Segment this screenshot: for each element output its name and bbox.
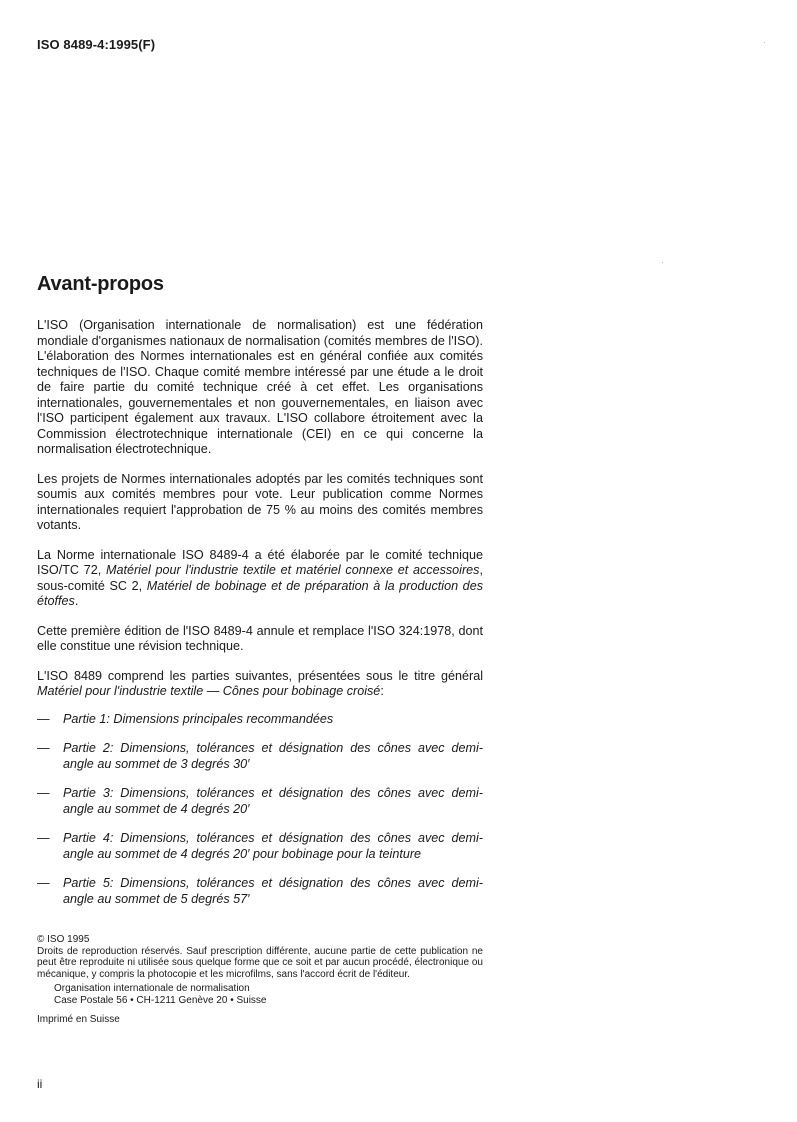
page-number: ii	[37, 1077, 43, 1091]
dash-bullet: —	[37, 711, 50, 726]
committee-text-e: .	[74, 594, 79, 608]
parts-list	[37, 712, 483, 908]
part-text: Partie 1: Dimensions principales recommandées	[63, 711, 334, 726]
list-item	[37, 831, 483, 862]
printed-in: Imprimé en Suisse	[37, 1014, 120, 1025]
committee-title: Matériel pour l'industrie textile et matériel connexe et accessoires	[105, 563, 480, 577]
dash-bullet: —	[37, 876, 50, 890]
scan-speck	[662, 262, 663, 263]
paragraph-parts-intro	[37, 669, 483, 700]
committee-text-c: , sous-comité SC 2,	[37, 563, 483, 593]
committee-text-a: La Norme internationale ISO 8489-4 a été élaborée par le comité technique ISO/TC 72,	[37, 547, 483, 577]
parts-intro-text-c: :	[380, 684, 384, 698]
list-item	[37, 741, 483, 772]
dash-bullet: —	[37, 786, 50, 800]
paragraph-draft-standards: Les projets de Normes internationales adoptés par les comités techniques sont soumis aux comités membres pour vote. Leur publication comme Normes internationales requiert l'approbation de 75 % au moins des comités membres votants.	[37, 471, 483, 532]
paragraph-iso-intro: L'ISO (Organisation internationale de normalisation) est une fédération mondiale d'organismes nationaux de normalisation (comités membres de l'ISO). L'élaboration des Normes internationales est en général confiée aux comités techniques de l'ISO. Chaque comité membre intéressé par une étude a le droit de faire partie du comité technique créé à cet effet. Les organisations internationales, gouvernementales et non gouvernementales, en liaison avec l'ISO participent également aux travaux. L'ISO collabore étroitement avec la Commission électrotechnique internationale (CEI) en ce qui concerne la normalisation électrotechnique.	[37, 318, 483, 456]
scan-speck	[764, 42, 765, 43]
document-code: ISO 8489-4:1995(F)	[37, 37, 156, 52]
part-text: Partie 3: Dimensions, tolérances et désignation des cônes avec demi-angle au sommet de 4 degrés 20′	[63, 786, 483, 816]
foreword-body	[37, 318, 483, 921]
part-text: Partie 4: Dimensions, tolérances et désignation des cônes avec demi-angle au sommet de 4 degrés 20′ pour bobinage pour la teinture	[63, 831, 483, 861]
subcommittee-title: Matériel de bobinage et de préparation à la production des étoffes	[37, 578, 483, 608]
dash-bullet: —	[37, 831, 50, 845]
parts-intro-text-a: L'ISO 8489 comprend les parties suivantes, présentées sous le titre général	[37, 668, 483, 683]
part-text: Partie 5: Dimensions, tolérances et désignation des cônes avec demi-angle au sommet de 5 degrés 57′	[63, 876, 483, 906]
paragraph-edition: Cette première édition de l'ISO 8489-4 annule et remplace l'ISO 324:1978, dont elle constitue une révision technique.	[37, 623, 483, 653]
organisation-name: Organisation internationale de normalisation	[54, 983, 250, 994]
general-title: Matériel pour l'industrie textile — Cônes pour bobinage croisé	[37, 684, 381, 698]
copyright-line: © ISO 1995	[37, 934, 90, 945]
section-heading: Avant-propos	[37, 273, 164, 295]
list-item	[37, 712, 483, 728]
list-item	[37, 786, 483, 817]
dash-bullet: —	[37, 741, 50, 755]
publisher-address	[54, 983, 483, 1006]
copyright-block	[37, 934, 483, 1026]
reproduction-rights: Droits de reproduction réservés. Sauf prescription différente, aucune partie de cette publication ne peut être reproduite ni utilisée sous quelque forme que ce soit et par aucun procédé, électronique ou mécanique, y compris la photocopie et les microfilms, sans l'accord écrit de l'éditeur.	[37, 945, 483, 980]
part-text: Partie 2: Dimensions, tolérances et désignation des cônes avec demi-angle au sommet de 3 degrés 30′	[63, 741, 483, 771]
list-item	[37, 876, 483, 907]
postal-address: Case Postale 56 • CH-1211 Genève 20 • Suisse	[54, 994, 267, 1006]
paragraph-committee	[37, 548, 483, 610]
